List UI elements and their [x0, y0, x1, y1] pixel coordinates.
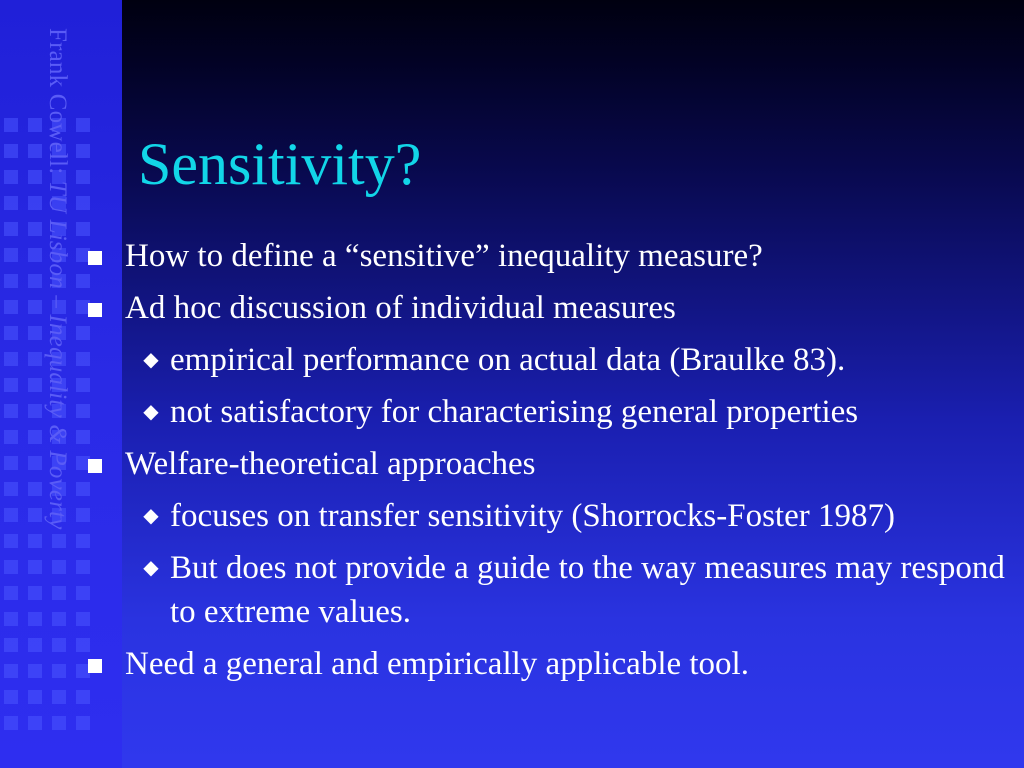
square-bullet-icon [88, 251, 102, 265]
square-bullet-icon [88, 303, 102, 317]
sidebar-vertical-caption [42, 28, 72, 738]
bullet-level1 [88, 286, 1013, 330]
diamond-bullet-icon: ◆ [143, 505, 159, 527]
diamond-bullet-icon: ◆ [143, 349, 159, 371]
bullet-text: Ad hoc discussion of individual measures [125, 290, 676, 326]
slide-title: Sensitivity? [138, 131, 422, 197]
bullet-text: Need a general and empirically applicable tool. [125, 646, 749, 682]
bullet-text: Welfare-theoretical approaches [125, 446, 536, 482]
diamond-bullet-icon: ◆ [143, 401, 159, 423]
bullet-level1 [88, 642, 1013, 686]
bullet-text: focuses on transfer sensitivity (Shorrocks-Foster 1987) [170, 498, 895, 534]
bullet-level2 [88, 494, 1013, 538]
diamond-bullet-icon: ◆ [143, 557, 159, 579]
bullet-level2 [88, 390, 1013, 434]
slide-content [88, 234, 1013, 694]
bullet-text: not satisfactory for characterising general properties [170, 394, 859, 430]
bullet-text: But does not provide a guide to the way measures may respond to extreme values. [170, 550, 1005, 630]
sidebar-course: TU Lisbon – Inequality & Poverty [44, 180, 71, 530]
bullet-text: empirical performance on actual data (Braulke 83). [170, 342, 846, 378]
bullet-level1 [88, 442, 1013, 486]
square-bullet-icon [88, 459, 102, 473]
sidebar-author: Frank Cowell: [44, 28, 71, 181]
bullet-level2 [88, 338, 1013, 382]
bullet-level2 [88, 546, 1013, 634]
bullet-level1 [88, 234, 1013, 278]
square-bullet-icon [88, 659, 102, 673]
bullet-text: How to define a “sensitive” inequality measure? [125, 238, 763, 274]
